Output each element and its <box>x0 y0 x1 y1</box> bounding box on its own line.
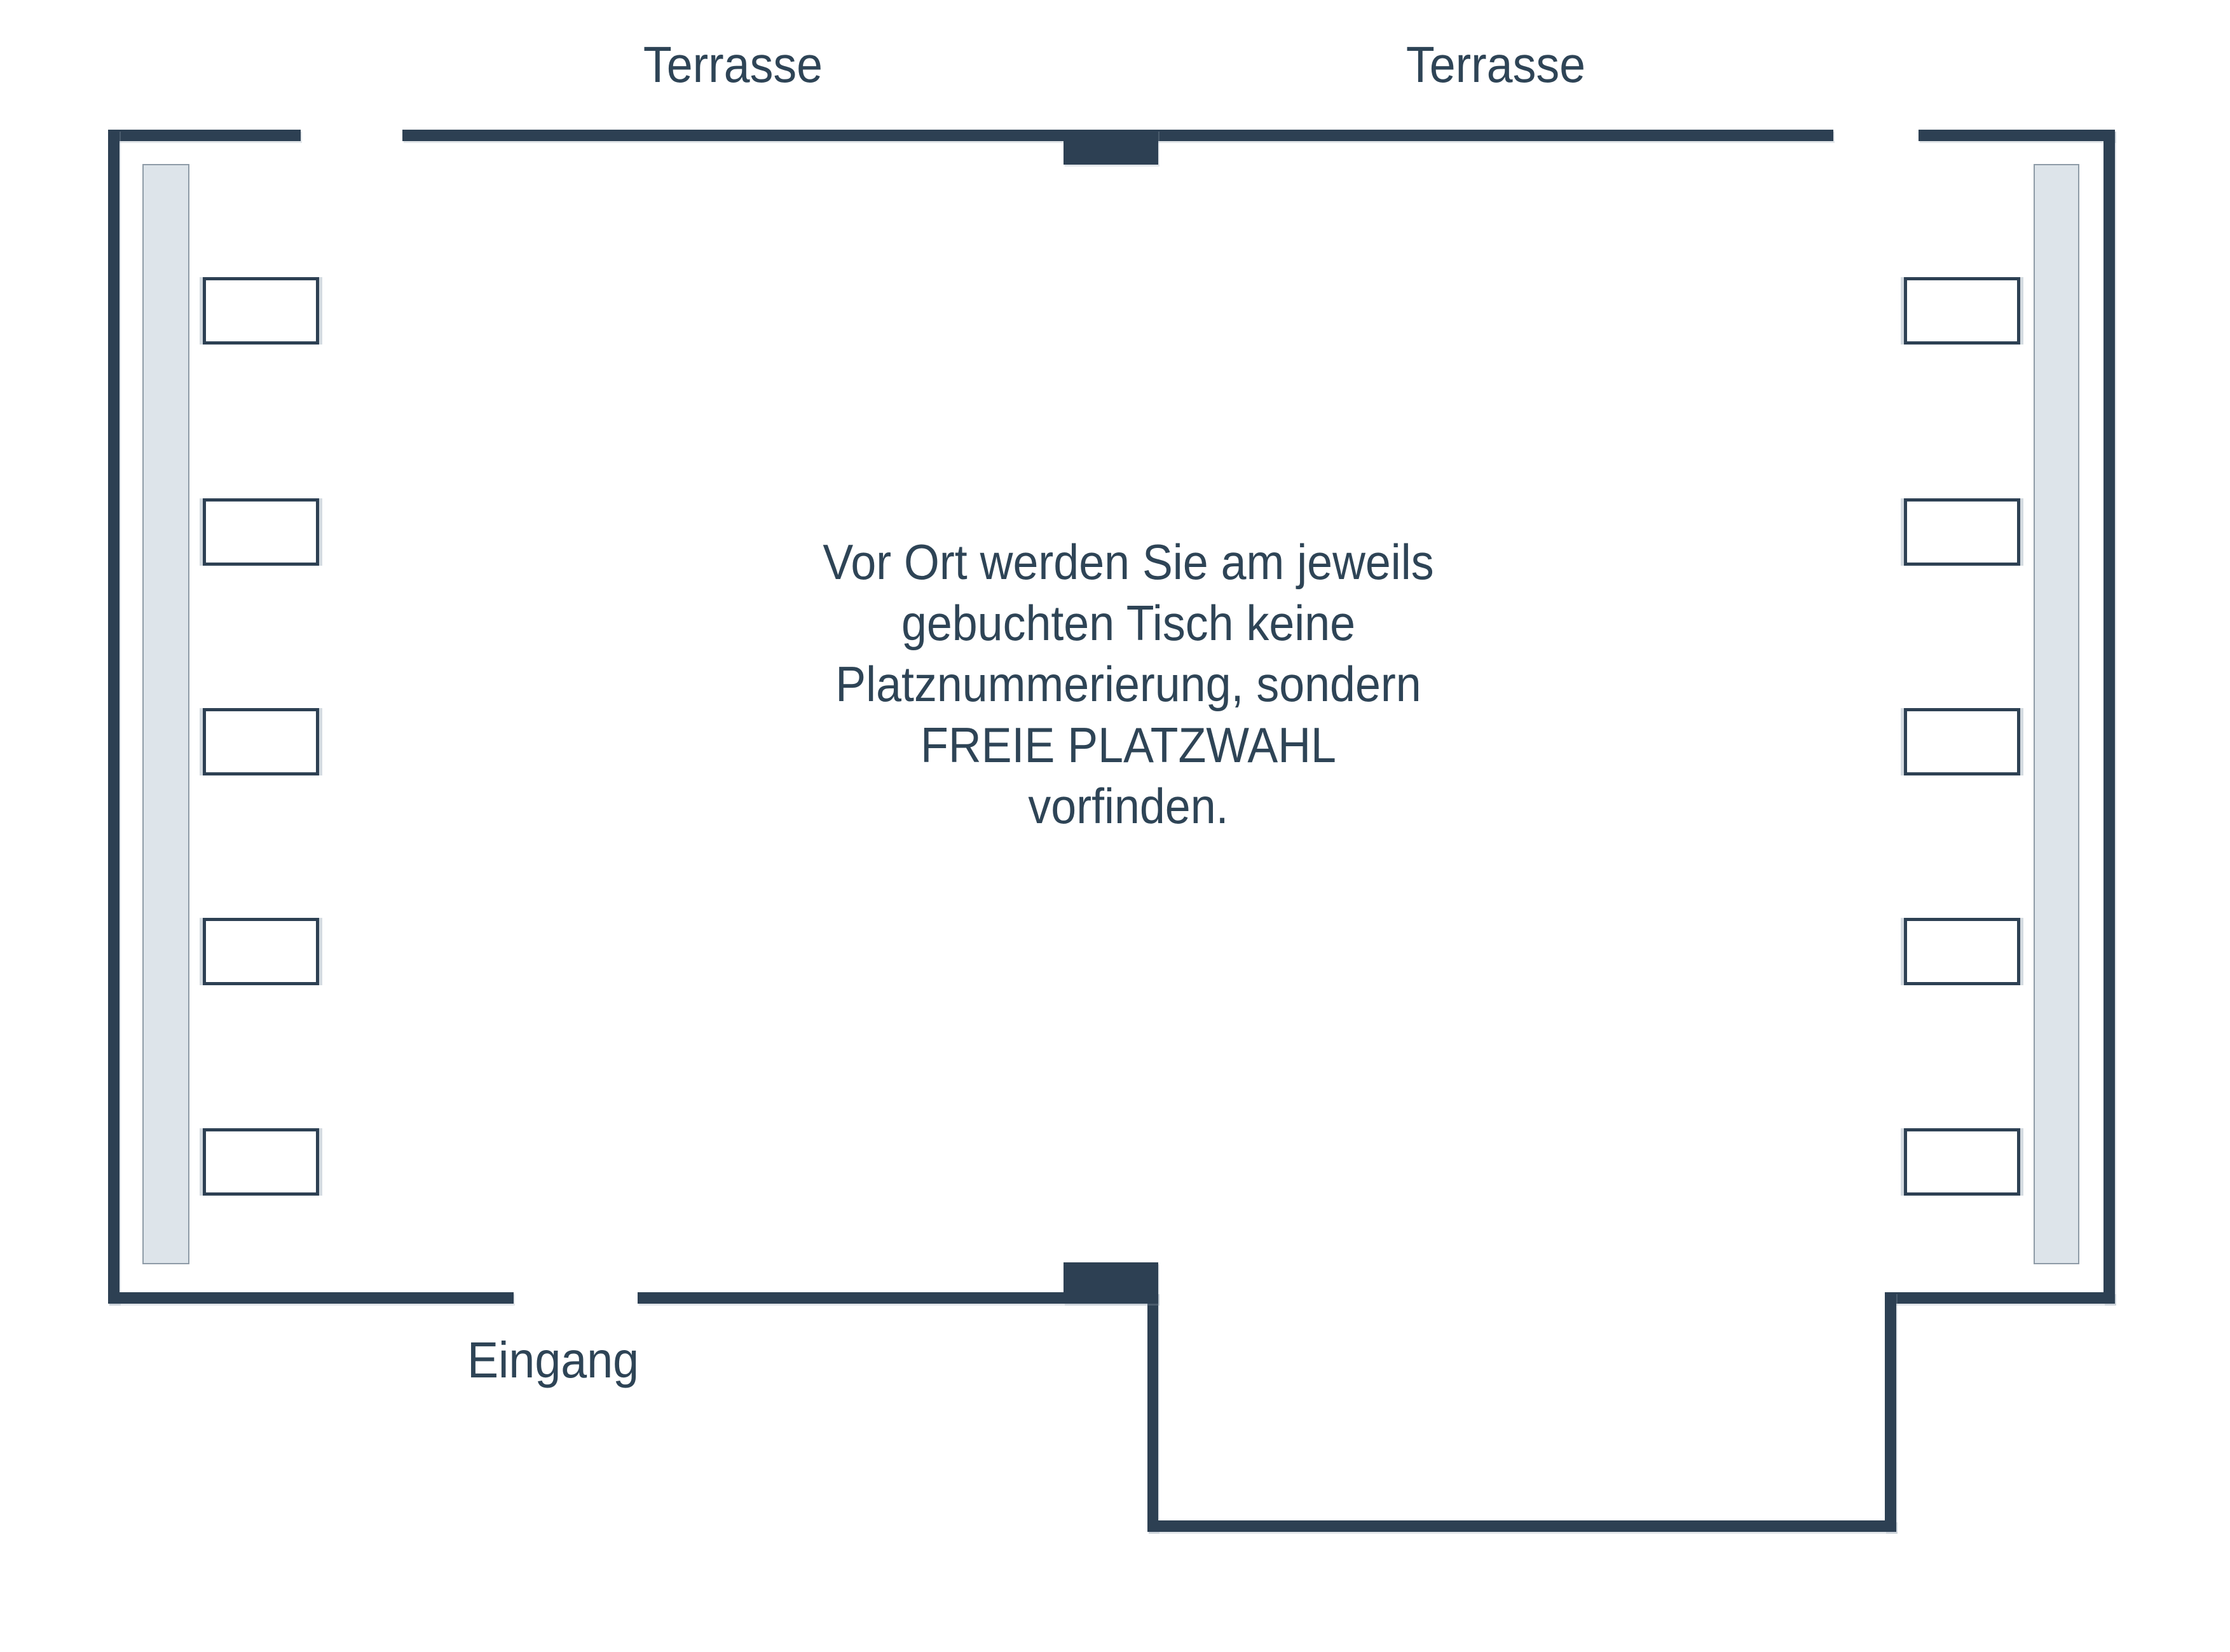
table-left-2 <box>203 498 319 566</box>
wall-top-left-segment <box>108 130 301 141</box>
note-line: FREIE PLATZWAHL <box>920 717 1336 773</box>
terrace-label-left: Terrasse <box>643 36 823 93</box>
table-right-2 <box>1904 498 2020 566</box>
table-right-3 <box>1904 708 2020 775</box>
table-left-3 <box>203 708 319 775</box>
window-strip-right <box>2034 164 2079 1264</box>
annex-wall-left <box>1147 1292 1158 1532</box>
wall-bottom-left-segment <box>108 1292 514 1304</box>
wall-right <box>2103 130 2115 1304</box>
note-line: vorfinden. <box>1028 778 1229 834</box>
annex-door-marker <box>1064 1262 1158 1304</box>
wall-bottom-right-segment <box>1885 1292 2115 1304</box>
table-left-1 <box>203 277 319 345</box>
terrace-label-right: Terrasse <box>1406 36 1586 93</box>
note-line: Platznummerierung, sondern <box>835 656 1421 712</box>
note-line: gebuchten Tisch keine <box>901 595 1356 651</box>
entrance-label: Eingang <box>467 1332 640 1388</box>
annex-wall-right <box>1885 1292 1896 1532</box>
table-right-4 <box>1904 918 2020 985</box>
terrace-door-marker <box>1064 130 1158 165</box>
table-left-5 <box>203 1128 319 1196</box>
window-strip-left <box>142 164 189 1264</box>
wall-top-right-segment <box>1919 130 2115 141</box>
table-left-4 <box>203 918 319 985</box>
table-right-5 <box>1904 1128 2020 1196</box>
note-line: Vor Ort werden Sie am jeweils <box>823 534 1434 590</box>
free-seating-note <box>823 531 1433 836</box>
annex-wall-bottom <box>1147 1520 1896 1532</box>
wall-left <box>108 130 120 1304</box>
table-right-1 <box>1904 277 2020 345</box>
